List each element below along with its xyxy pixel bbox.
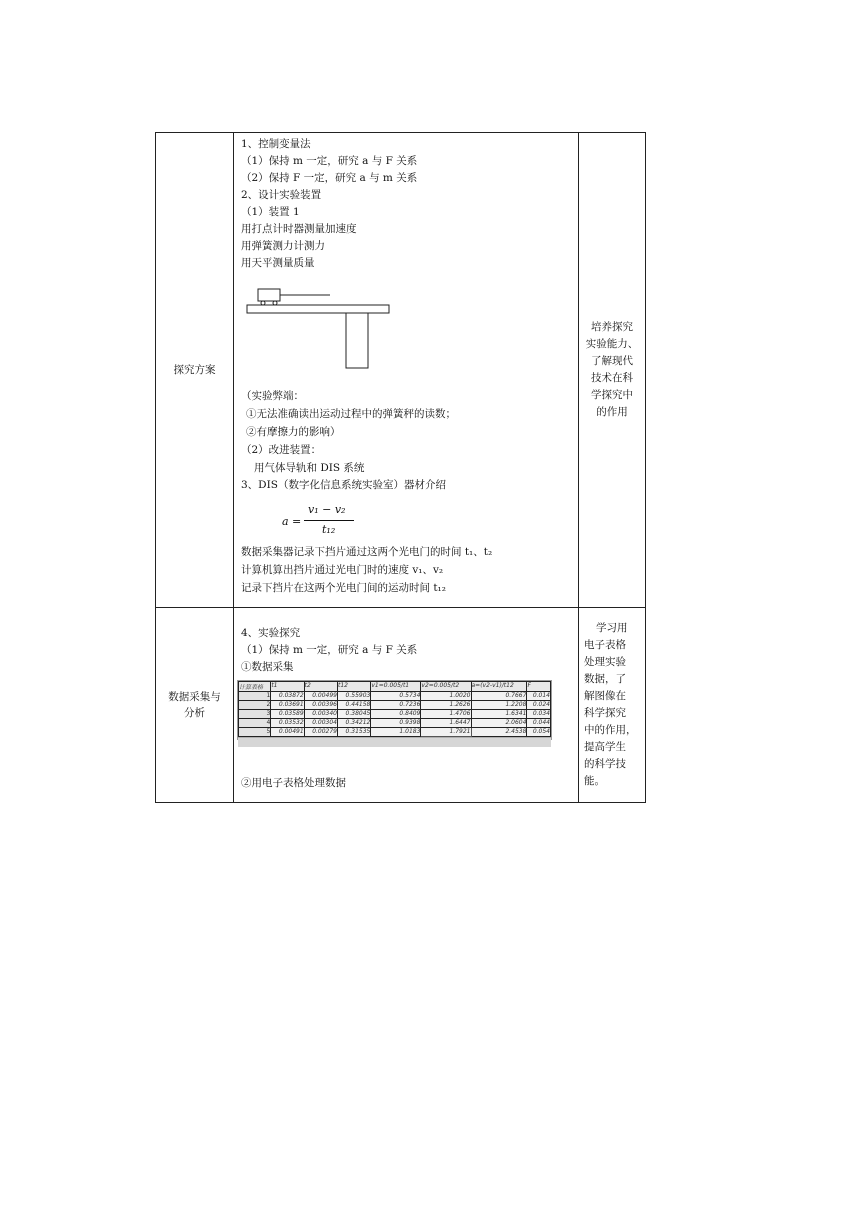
cell: 2.0604 [471,719,527,728]
col-header: 计算表格 [239,682,271,692]
cell: 0.9398 [371,719,421,728]
cell: 1.4706 [421,710,471,719]
table-row-plan [156,133,646,608]
apparatus-diagram [244,275,414,375]
text-line: （1）装置 1 [241,206,300,218]
aim-line: 的作用 [596,406,628,418]
lesson-plan-table [155,132,646,803]
cell: 0.044 [527,719,551,728]
text-line: 用打点计时器测量加速度 [241,223,357,235]
table-leg [346,313,368,368]
text-line: ①无法准确读出运动过程中的弹簧秤的读数； [246,408,456,420]
aim-line: 科学探究 [584,707,626,719]
text-line: （1）保持 m 一定，研究 a 与 F 关系 [241,644,418,656]
aim-line: 学探究中 [591,389,633,401]
text-line: 1、控制变量法 [241,138,311,150]
cell-selected: 1.7921 [421,728,471,737]
table-row [239,728,551,737]
cell: 0.00499 [304,692,337,701]
col-header: F [527,682,551,692]
col-header: v2=0.005/t2 [421,682,471,692]
table-row [239,692,551,701]
aim-line: 了解现代 [591,355,633,367]
aim-line: 处理实验 [584,656,626,668]
cell: 0.38045 [338,710,371,719]
row-number: 2 [239,701,271,710]
cell: 1.0183 [371,728,421,737]
aim-line: 技术在科 [591,372,633,384]
cell: 2.4538 [471,728,527,737]
cell: 0.31535 [338,728,371,737]
cell: 0.054 [527,728,551,737]
spreadsheet-table [238,681,551,737]
aim-line: 数据，了 [584,673,626,685]
text-line: 用气体导轨和 DIS 系统 [254,462,365,474]
cell: 0.00279 [304,728,337,737]
col-header: a=(v2-v1)/t12 [471,682,527,692]
text-line: 计算机算出挡片通过光电门时的速度 v₁、v₂ [241,564,444,576]
cell: 1.0020 [421,692,471,701]
cell: 0.8409 [371,710,421,719]
aim-line: 实验能力、 [585,338,639,350]
cell: 0.03589 [271,710,304,719]
text-line: 3、DIS（数字化信息系统实验室）器材介绍 [241,479,446,491]
row-number: 3 [239,710,271,719]
cell: 0.024 [527,701,551,710]
cell: 0.03532 [271,719,304,728]
aim-line: 能。 [584,775,605,787]
text-line: ②用电子表格处理数据 [241,777,346,789]
col-header: v1=0.005/t1 [371,682,421,692]
col-header: t1 [271,682,304,692]
cell: 1.6341 [471,710,527,719]
cell: 0.7236 [371,701,421,710]
col-header: t12 [338,682,371,692]
spreadsheet-image [237,680,552,740]
cell: 0.00304 [304,719,337,728]
formula-numerator: v₁ − v₂ [308,503,346,516]
label-line: 分析 [184,707,205,719]
cell: 0.014 [527,692,551,701]
row-label-data [156,608,234,803]
velocity-formula [282,503,372,543]
text-line: 数据采集器记录下挡片通过这两个光电门的时间 t₁、t₂ [241,546,493,558]
plan-content [234,133,578,607]
cart-wheel [261,301,265,305]
row-number: 4 [239,719,271,728]
fraction-bar [304,520,354,521]
text-line: 记录下挡片在这两个光电门间的运动时间 t₁₂ [241,582,446,594]
formula-lhs: a = [282,515,302,528]
cell: 0.03691 [271,701,304,710]
text-line: （2）保持 F 一定，研究 a 与 m 关系 [241,172,418,184]
aim-line: 电子表格 [584,639,626,651]
cell: 0.00491 [271,728,304,737]
text-line: 用弹簧测力计测力 [241,240,325,252]
cart [258,289,280,301]
text-line: 2、设计实验装置 [241,189,322,201]
col-header: t2 [304,682,337,692]
aim-data [579,608,646,803]
spreadsheet-scroll-strip [238,737,551,747]
text-line: 4、实验探究 [241,627,301,639]
cell: 0.00396 [304,701,337,710]
row-number: 5 [239,728,271,737]
table-row-data [156,608,646,803]
cell: 1.2626 [421,701,471,710]
aim-line: 提高学生 [584,741,626,753]
text-line: 用天平测量质量 [241,257,315,269]
row-label-plan: 探究方案 [156,133,234,608]
cell: 0.5734 [371,692,421,701]
track-board [247,305,389,313]
aim-line: 的科学技 [584,758,626,770]
cart-wheel [273,301,277,305]
table-row [239,719,551,728]
cell: 0.03872 [271,692,304,701]
data-content [234,608,578,802]
text-line: （实验弊端： [241,390,304,402]
aim-line: 学习用 [596,622,628,634]
aim-line: 解图像在 [584,690,626,702]
aim-line: 培养探究 [591,321,633,333]
formula-denominator: t₁₂ [322,523,336,536]
cell: 0.44158 [338,701,371,710]
text-line: ①数据采集 [241,661,294,673]
aim-line: 中的作用， [584,724,637,736]
text-line: （1）保持 m 一定，研究 a 与 F 关系 [241,155,418,167]
text-line: ②有摩擦力的影响） [246,426,341,438]
cell: 0.00340 [304,710,337,719]
spreadsheet-header-row [239,682,551,692]
table-row [239,701,551,710]
cell: 1.6447 [421,719,471,728]
text-line: （2）改进装置： [241,444,322,456]
table-row [239,710,551,719]
aim-plan [579,133,646,608]
cell: 0.7667 [471,692,527,701]
row-number: 1 [239,692,271,701]
cell: 1.2208 [471,701,527,710]
cell: 0.034 [527,710,551,719]
cell: 0.55903 [338,692,371,701]
cell: 0.34212 [338,719,371,728]
label-line: 数据采集与 [168,691,221,703]
